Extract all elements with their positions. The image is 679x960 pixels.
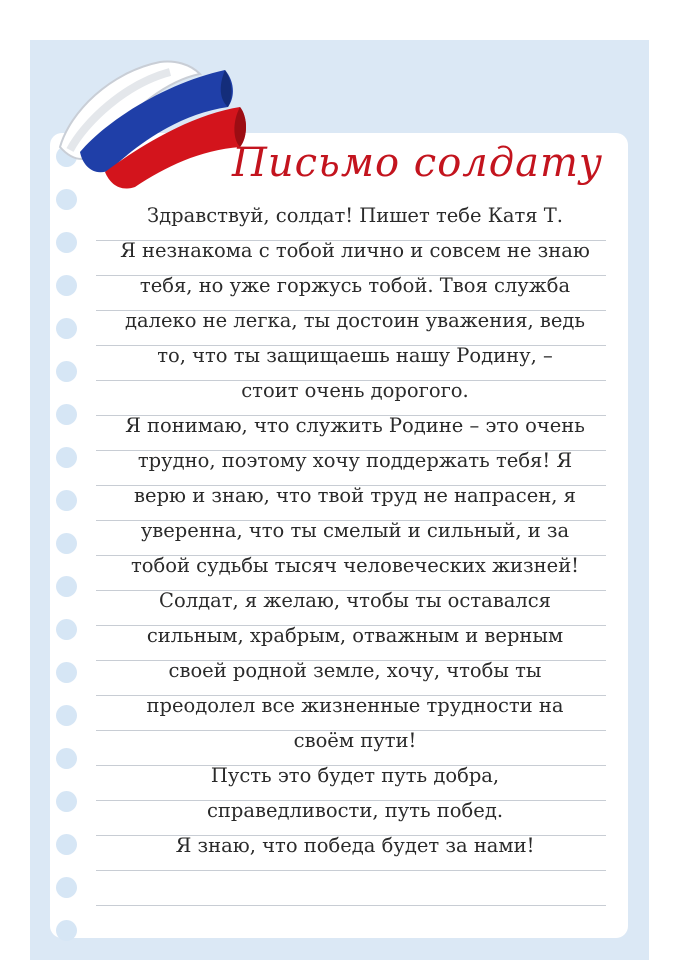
letter-line: уверенна, что ты смелый и сильный, и за (140, 519, 570, 542)
letter-line: Я незнакома с тобой лично и совсем не знаю (120, 239, 590, 262)
ruled-line (96, 870, 606, 871)
binder-hole (56, 490, 77, 511)
binder-hole (56, 189, 77, 210)
letter-line: трудно, поэтому хочу поддержать тебя! Я (137, 449, 573, 472)
binder-hole (56, 404, 77, 425)
letter-title: Письмо солдату (232, 140, 604, 186)
binder-hole (56, 533, 77, 554)
letter-line: справедливости, путь побед. (206, 799, 504, 822)
letter-line: Пусть это будет путь добра, (210, 764, 500, 787)
letter-line: то, что ты защищаешь нашу Родину, – (157, 344, 553, 367)
letter-line: тобой судьбы тысяч человеческих жизней! (130, 554, 580, 577)
letter-line: верю и знаю, что твой труд не напрасен, я (134, 484, 576, 507)
binder-hole (56, 318, 77, 339)
letter-line: преодолел все жизненные трудности на (146, 694, 564, 717)
letter-line: Я знаю, что победа будет за нами! (175, 834, 535, 857)
binder-hole (56, 232, 77, 253)
letter-line: Солдат, я желаю, чтобы ты оставался (159, 589, 551, 612)
binder-hole (56, 920, 77, 941)
binder-hole (56, 791, 77, 812)
letter-line: Здравствуй, солдат! Пишет тебе Катя Т. (147, 204, 563, 227)
letter-line: стоит очень дорогого. (241, 379, 469, 402)
letter-body (90, 198, 620, 863)
binder-hole (56, 748, 77, 769)
binder-hole (56, 361, 77, 382)
binder-hole (56, 705, 77, 726)
binder-hole (56, 447, 77, 468)
binder-hole (56, 576, 77, 597)
binder-hole (56, 834, 77, 855)
letter-line: своей родной земле, хочу, чтобы ты (168, 659, 542, 682)
letter-line: сильным, храбрым, отважным и верным (146, 624, 564, 647)
binder-hole (56, 275, 77, 296)
binder-hole (56, 877, 77, 898)
binder-hole (56, 662, 77, 683)
letter-line: тебя, но уже горжусь тобой. Твоя служба (139, 274, 571, 297)
letter-line: далеко не легка, ты достоин уважения, ведь (124, 309, 586, 332)
binder-hole (56, 619, 77, 640)
ruled-line (96, 905, 606, 906)
letter-line: Я понимаю, что служить Родине – это очень (125, 414, 585, 437)
letter-line: своём пути! (293, 729, 417, 752)
